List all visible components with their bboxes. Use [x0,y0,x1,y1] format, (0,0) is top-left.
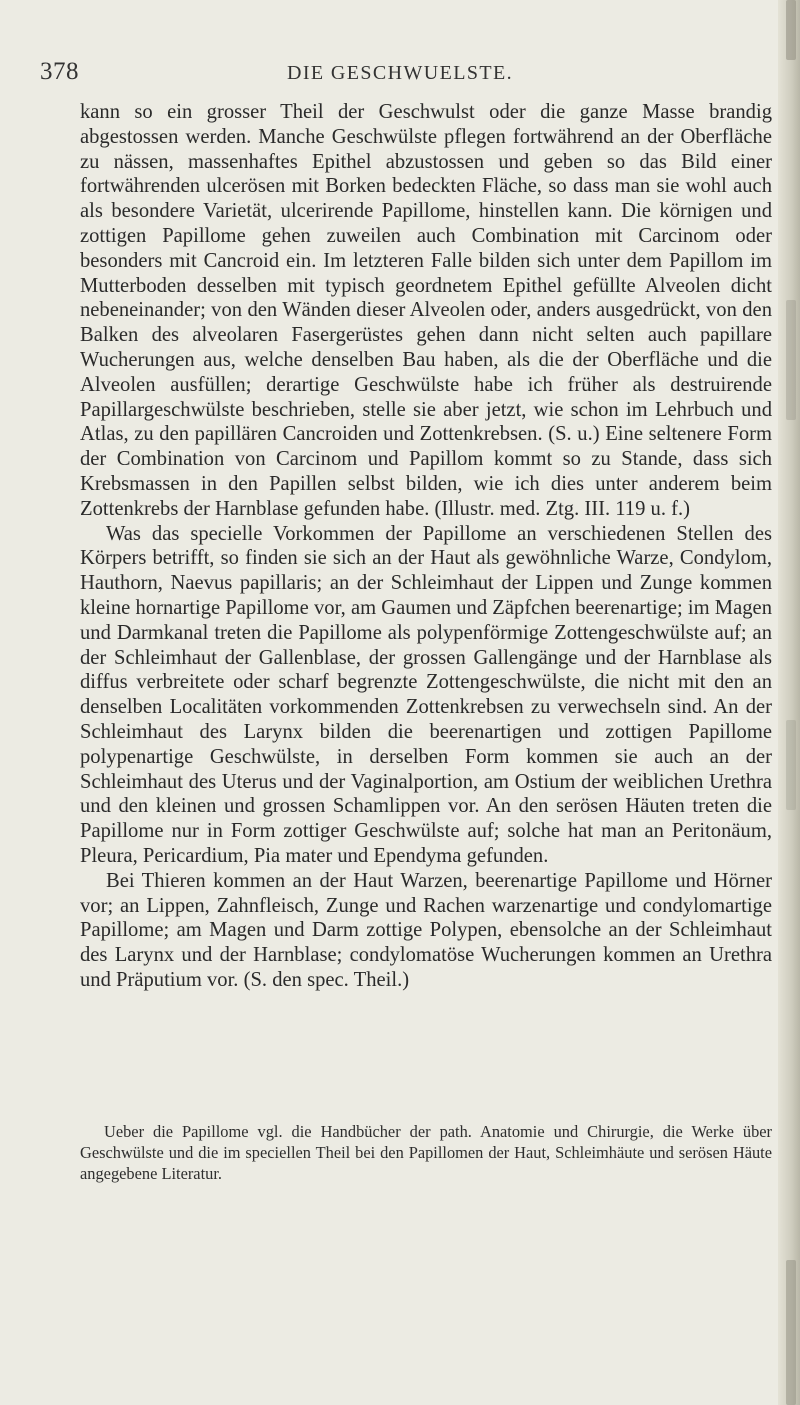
body-text [80,100,772,993]
running-title: DIE GESCHWUELSTE. [287,62,513,84]
edge-mark [786,1260,796,1405]
paragraph: kann so ein grosser Theil der Geschwulst oder die ganze Masse brandig abgestossen werden. Manche Geschwülste pflegen fortwährend an der Oberfläche zu nässen, massenhaftes Epithel abzustossen und geben so das Bild einer fortwährenden ulcerösen mit Borken bedeckten Fläche, so dass man sie wohl auch als besondere Varietät, ulcerirende Papillome, hinstellen kann. Die körnigen und zottigen Papillome gehen zuweilen auch Combination mit Carcinom oder besonders mit Cancroid ein. Im letzteren Falle bilden sich unter dem Papillom im Mutterboden desselben mit typisch geordnetem Epithel gefüllte Alveolen dicht nebeneinander; von den Wänden dieser Alveolen oder, anders ausgedrückt, von den Balken des alveolaren Fasergerüstes gehen dann nicht selten auch papillare Wucherungen aus, welche denselben Bau haben, als die der Oberfläche und die Alveolen ausfüllen; derartige Geschwülste habe ich früher als destruirende Papillargeschwülste beschrieben, stelle sie aber jetzt, wie schon im Lehrbuch und Atlas, zu den papillären Cancroiden und Zottenkrebsen. (S. u.) Eine seltenere Form der Combination von Carcinom und Papillom kommt so zu Stande, dass sich Krebsmassen in den Papillen selbst bilden, wie ich dies unter anderem beim Zottenkrebs der Harnblase gefunden habe. (Illustr. med. Ztg. III. 119 u. f.) [80,101,772,520]
bibliography-note: Ueber die Papillome vgl. die Handbücher der path. Anatomie und Chirurgie, die Werke über Geschwülste und die im speciellen Theil bei den Papillomen der Haut, Schleimhäute und serösen Häute angegebene Literatur. [80,1122,772,1183]
edge-mark [786,0,796,60]
paragraph: Bei Thieren kommen an der Haut Warzen, beerenartige Papillome und Hörner vor; an Lippen, Zahnfleisch, Zunge und Rachen warzenartige und condylomartige Papillome; am Magen und Darm zottige Polypen, ebensolche an der Schleimhaut des Larynx und der Harnblase; condylomatöse Wucherungen kommen an Urethra und Präputium vor. (S. den spec. Theil.) [80,869,772,991]
page-edge-shadow [778,0,800,1405]
paragraph: Was das specielle Vorkommen der Papillome an verschiedenen Stellen des Körpers betrifft, so finden sie sich an der Haut als gewöhnliche Warze, Condylom, Hauthorn, Naevus papillaris; an der Schleimhaut der Lippen und Zunge kommen kleine hornartige Papillome vor, am Gaumen und Zäpfchen beerenartige; im Magen und Darmkanal treten die Papillome als polypenförmige Zottengeschwülste auf; an der Schleimhaut der Gallenblase, der grossen Gallengänge und der Harnblase als diffus verbreitete oder scharf begrenzte Zottengeschwülste, die nicht mit den an denselben Localitäten vorkommenden Zottenkrebsen zu verwechseln sind. An der Schleimhaut des Larynx bilden die beerenartigen und zottigen Papillome polypenartige Geschwülste, in derselben Form kommen sie auch an der Schleimhaut des Uterus und der Vaginalportion, am Ostium der weiblichen Urethra und den kleinen und grossen Schamlippen vor. An den serösen Häuten treten die Papillome nur in Form zottiger Geschwülste auf; solche hat man an Peritonäum, Pleura, Pericardium, Pia mater und Ependyma gefunden. [80,522,772,867]
edge-mark [786,300,796,420]
edge-mark [786,720,796,810]
running-head [40,58,760,92]
page-number: 378 [40,58,79,85]
